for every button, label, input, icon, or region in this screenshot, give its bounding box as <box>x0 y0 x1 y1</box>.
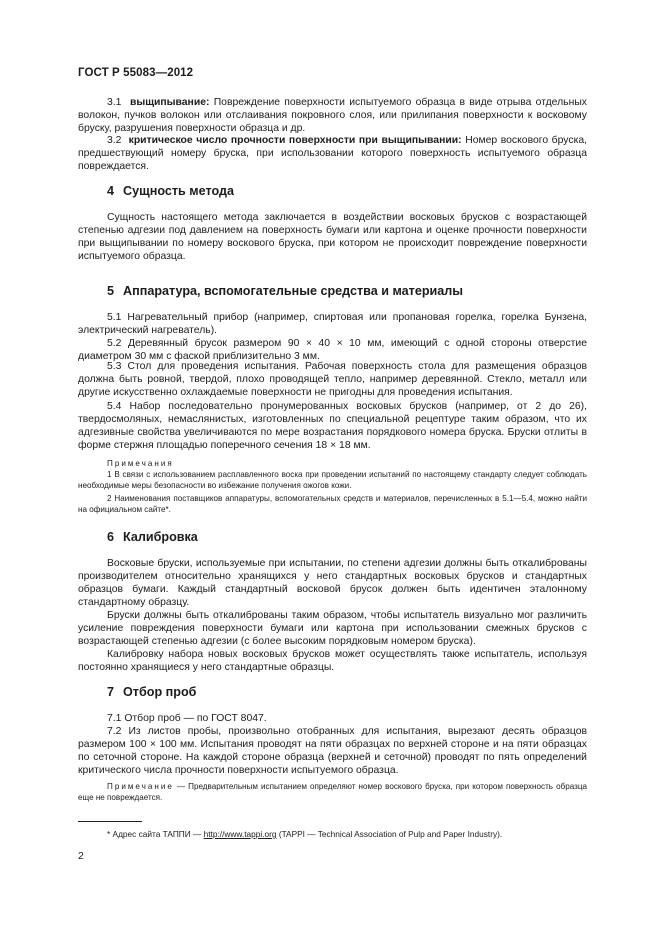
term: критическое число прочности поверхности при выщипывании: <box>128 135 462 146</box>
section-heading <box>107 530 198 544</box>
note-1: 1 В связи с использованием расплавленного воска при проведении испытаний по настоящему стандарту следует соблюдать необходимые меры безопасности во избежание получения ожогов кожи. <box>78 470 587 491</box>
notes-title: Примечания <box>107 459 174 468</box>
clause-5-4: 5.4 Набор последовательно пронумерованных восковых брусков (например, от 2 до 26), твердосмоляных, немаслянистых, изготовленных по специальной рецептуре таким образом, что их адгезивные свойства увеличиваются по мере возрастания порядкового номера бруска. Бруски отлиты в форме стержня площадью поперечного сечения 18 × 18 мм. <box>78 401 587 452</box>
section-title: Аппаратура, вспомогательные средства и материалы <box>123 284 464 298</box>
note-label: Примечание <box>107 782 174 791</box>
document-header: ГОСТ Р 55083—2012 <box>78 67 194 79</box>
section-title: Отбор проб <box>123 685 197 699</box>
section-number: 4 <box>107 184 115 198</box>
footnote-separator <box>78 821 142 822</box>
section-heading <box>107 685 196 699</box>
paragraph: Сущность настоящего метода заключается в воздействии восковых брусков с возрастающей степенью адгезии под давлением на поверхность бумаги или картона и оценке прочности поверхности при выщипывании по номеру воскового бруска, при котором не происходит повреждение поверхности испытуемого образца. <box>78 212 587 263</box>
footnote-text: * Адрес сайта ТАППИ — <box>107 829 204 839</box>
definition-3-1 <box>78 96 587 135</box>
note-text: — Предварительным испытанием определяют номер воскового бруска, при котором поверхность образца еще не повреждается. <box>78 782 588 803</box>
paragraph: Бруски должны быть откалиброваны таким образом, чтобы испытатель визуально мог различить усиление повреждения поверхности бумаги или картона при использовании смежных брусков с возрастающей степенью адгезии (с более высоким порядковым номером бруска). <box>78 610 587 648</box>
definition-text: Номер воскового бруска, предшествующий номеру бруска, при использовании которого поверхность испытуемого образца повреждается. <box>78 135 588 173</box>
section-number: 6 <box>107 530 115 544</box>
note-2: 2 Наименования поставщиков аппаратуры, вспомогательных средств и материалов, перечисленных в 5.1—5.4, можно найти на официальном сайте*. <box>78 494 587 515</box>
clause-7-2: 7.2 Из листов пробы, произвольно отобранных для испытания, вырезают десять образцов размером 100 × 100 мм. Испытания проводят на пяти образцах по верхней стороне и на пяти образцах по сеточной стороне. На каждой стороне образца (верхней и сеточной) проводят по пять определений критического числа прочности поверхности испытуемого образца. <box>78 726 587 777</box>
section-heading <box>107 184 234 198</box>
footnote-link[interactable]: http://www.tappi.org <box>203 829 277 839</box>
term: выщипывание: <box>129 97 210 108</box>
section-heading <box>107 284 463 298</box>
clause-5-3: 5.3 Стол для проведения испытания. Рабочая поверхность стола для размещения образцов должна быть ровной, твердой, плохо проводящей тепло, например деревянной. Стекло, металл или другие искусственно охлаждаемые поверхности не пригодны для проведения испытания. <box>78 361 587 399</box>
page-number: 2 <box>78 850 84 862</box>
clause-7-1: 7.1 Отбор проб — по ГОСТ 8047. <box>107 713 267 724</box>
section-title: Сущность метода <box>123 184 234 198</box>
footnote-rest: (TAPPI — Technical Association of Pulp and Paper Industry). <box>276 829 503 839</box>
clause-number: 3.1 <box>107 97 122 108</box>
section-title: Калибровка <box>123 530 198 544</box>
clause-number: 3.2 <box>107 135 122 146</box>
clause-5-2: 5.2 Деревянный брусок размером 90 × 40 × 10 мм, имеющий с одной стороны отверстие диаметром 30 мм с фаской приблизительно 3 мм. <box>78 338 587 363</box>
definition-text: Повреждение поверхности испытуемого образца в виде отрыва отдельных волокон, пучков волокон или отслаивания покровного слоя, или прилипания поверхности к восковому бруску, разрушения поверхности образца и др. <box>78 97 587 135</box>
clause-5-1: 5.1 Нагревательный прибор (например, спиртовая или пропановая горелка, горелка Бунзена, электрический нагреватель). <box>78 312 587 337</box>
paragraph: Калибровку набора новых восковых брусков может осуществлять также испытатель, используя постоянно хранящиеся у него стандартные образцы. <box>78 649 587 674</box>
section-number: 7 <box>107 685 115 699</box>
note-7 <box>78 781 587 804</box>
footnote <box>107 829 502 839</box>
paragraph: Восковые бруски, используемые при испытании, по степени адгезии должны быть откалиброваны производителем относительно хранящихся у него стандартных восковых брусков и стандартных образцов бумаги. Каждый стандартный восковой брусок должен быть идентичен эталонному стандартному образцу. <box>78 558 587 609</box>
section-number: 5 <box>107 284 115 298</box>
definition-3-2 <box>78 134 587 173</box>
